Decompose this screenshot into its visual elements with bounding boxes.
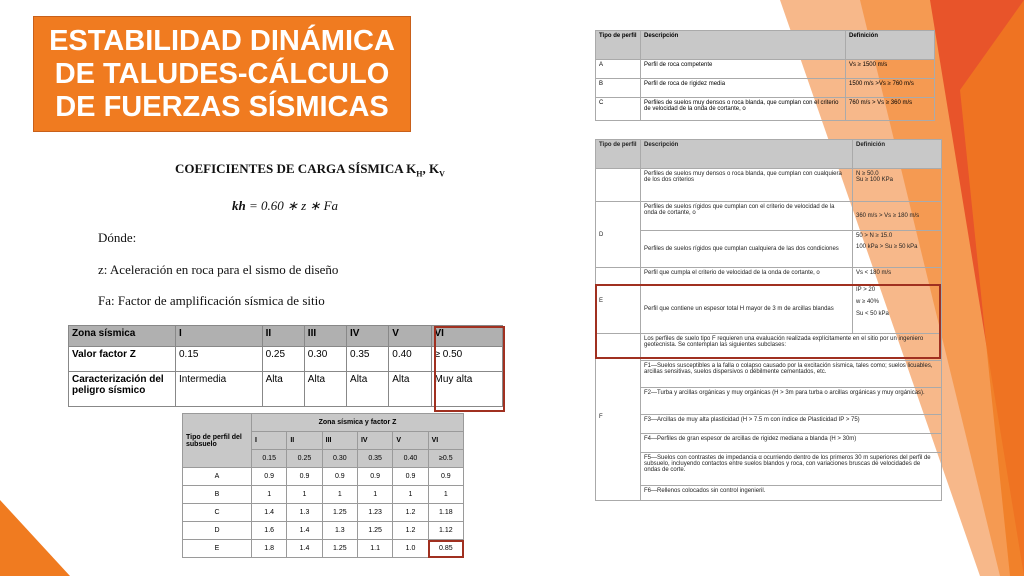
table-cell: Alta	[347, 372, 389, 407]
table-cell: E	[183, 540, 252, 558]
profile-table-top	[595, 30, 935, 121]
table-row	[596, 140, 942, 169]
table-cell: 0.40	[389, 347, 431, 372]
table-cell: E	[596, 268, 641, 334]
cell-line: Su < 50 kPa	[856, 311, 889, 317]
table-cell: 360 m/s > Vs ≥ 180 m/s	[853, 202, 942, 231]
table-cell: 0.9	[357, 468, 392, 486]
table-cell: F3—Arcillas de muy alta plasticidad (H > 7.5 m con índice de Plasticidad IP > 75)	[641, 415, 942, 434]
table-row	[596, 434, 942, 453]
table-cell: A	[596, 60, 641, 79]
table-cell: 1.3	[322, 522, 357, 540]
formula	[232, 198, 338, 214]
fa-table	[182, 413, 464, 558]
table-cell: 0.30	[304, 347, 346, 372]
table-cell: Vs < 180 m/s	[853, 268, 942, 285]
table-row	[596, 388, 942, 415]
table-cell: 1.6	[252, 522, 287, 540]
table-row	[596, 98, 935, 121]
table-cell: Perfil que contiene un espesor total H mayor de 3 m de arcillas blandas	[641, 285, 853, 334]
table-cell	[853, 231, 942, 268]
table-row	[183, 522, 464, 540]
table-cell: 1.25	[322, 540, 357, 558]
table-cell: II	[287, 432, 322, 450]
table-cell: 1	[252, 486, 287, 504]
table-row	[596, 268, 942, 285]
coef-heading-main: COEFICIENTES DE CARGA SÍSMICA K	[175, 161, 417, 176]
table-cell: 0.9	[322, 468, 357, 486]
cell-line: 100 kPa > Su ≥ 50 kPa	[856, 244, 918, 250]
formula-rhs: = 0.60 ∗ z ∗ Fa	[245, 198, 339, 213]
profile-e-highlight	[595, 284, 941, 359]
table-cell: D	[183, 522, 252, 540]
table-cell: 1500 m/s >Vs ≥ 760 m/s	[846, 79, 935, 98]
table-cell: F4—Perfiles de gran espesor de arcillas de rigidez mediana a blanda (H > 30m)	[641, 434, 942, 453]
fa-definition: Fa: Factor de amplificación sísmica de sitio	[98, 293, 325, 308]
table-cell: III	[304, 326, 346, 347]
table-cell	[853, 169, 942, 202]
table-cell	[596, 169, 641, 202]
cell-line: 50 > N ≥ 15.0	[856, 233, 893, 239]
table-cell: 1	[393, 486, 428, 504]
table-cell: IV	[357, 432, 392, 450]
formula-lhs: kh	[232, 198, 246, 213]
table-cell: 1.2	[393, 504, 428, 522]
donde-label: Dónde:	[98, 230, 137, 245]
table-cell: VI	[431, 326, 503, 347]
table-cell: Zona sísmica	[69, 326, 176, 347]
table-cell: Tipo de perfil	[596, 31, 641, 60]
table-cell: D	[596, 202, 641, 268]
table-cell: 0.9	[393, 468, 428, 486]
table-row	[183, 414, 464, 432]
table-cell: ≥ 0.50	[431, 347, 503, 372]
table-cell: 1.23	[357, 504, 392, 522]
table-cell: Perfil que cumpla el criterio de velocidad de la onda de cortante, o	[641, 268, 853, 285]
cell-line: IP > 20	[856, 287, 876, 293]
table-cell: Perfil de roca competente	[641, 60, 846, 79]
table-cell: F5—Suelos con contrastes de impedancia α ocurriendo dentro de los primeros 30 m superiores del perfil de subsuelo, incluyendo contactos entre suelos blandos y roca, con variaciones bruscas de velocidades de ondas de corte.	[641, 453, 942, 486]
coef-sub-h: H	[416, 169, 423, 179]
table-cell: 1.4	[287, 522, 322, 540]
table-cell: 1.25	[322, 504, 357, 522]
table-cell: 0.9	[252, 468, 287, 486]
table-cell: 0.35	[347, 347, 389, 372]
table-cell: 760 m/s > Vs ≥ 360 m/s	[846, 98, 935, 121]
table-cell: 0.9	[428, 468, 463, 486]
table-cell: F6—Rellenos colocados sin control ingenieril.	[641, 486, 942, 501]
fa-e-vi-highlight-cell: 0.85	[428, 540, 463, 558]
table-cell: Alta	[304, 372, 346, 407]
table-row	[596, 79, 935, 98]
table-cell: Caracterización del peligro sísmico	[69, 372, 176, 407]
table-cell: 1.12	[428, 522, 463, 540]
table-cell: B	[183, 486, 252, 504]
table-cell: I	[252, 432, 287, 450]
table-cell: Zona sísmica y factor Z	[252, 414, 464, 432]
table-cell: 0.40	[393, 450, 428, 468]
table-cell: Alta	[389, 372, 431, 407]
table-row	[183, 540, 464, 558]
table-cell: 1.4	[287, 540, 322, 558]
table-cell: Perfiles de suelos muy densos o roca blanda, que cumplan con el criterio de velocidad de la onda de cortante, o	[641, 98, 846, 121]
table-cell: B	[596, 79, 641, 98]
table-cell: Definición	[853, 140, 942, 169]
table-cell: F1—Suelos susceptibles a la falla o colapso causado por la excitación sísmica, tales como; suelos licuables, arcillas sensitivas, suelos dispersivos o débilmente cementados, etc.	[641, 361, 942, 388]
table-cell: Descripción	[641, 140, 853, 169]
table-row	[596, 415, 942, 434]
table-cell: 1.4	[252, 504, 287, 522]
table-cell: 0.15	[252, 450, 287, 468]
table-cell: 0.25	[287, 450, 322, 468]
table-cell: Tipo de perfil del subsuelo	[183, 414, 252, 468]
table-cell: C	[596, 98, 641, 121]
table-cell: Los perfiles de suelo tipo F requieren una evaluación realizada explícitamente en el sitio por un ingeniero geotecnista. Se contemplan las siguientes subclases:	[641, 334, 942, 361]
coef-sub-v: V	[439, 169, 445, 179]
table-row	[596, 231, 942, 268]
table-row	[183, 468, 464, 486]
table-row	[596, 486, 942, 501]
table-cell: 1.2	[393, 522, 428, 540]
table-cell: F	[596, 334, 641, 501]
table-cell: Valor factor Z	[69, 347, 176, 372]
coef-heading	[175, 161, 445, 179]
table-row	[596, 453, 942, 486]
table-cell: 1.8	[252, 540, 287, 558]
zone-vi-highlight	[434, 326, 505, 412]
table-cell: 1.18	[428, 504, 463, 522]
table-row	[183, 486, 464, 504]
table-cell: Muy alta	[431, 372, 503, 407]
page-title: ESTABILIDAD DINÁMICA DE TALUDES-CÁLCULO DE FUERZAS SÍSMICAS	[49, 24, 395, 123]
table-row	[596, 31, 935, 60]
table-cell: 0.30	[322, 450, 357, 468]
table-cell: VI	[428, 432, 463, 450]
table-cell: III	[322, 432, 357, 450]
table-cell: Alta	[262, 372, 304, 407]
table-row	[183, 504, 464, 522]
cell-line: w ≥ 40%	[856, 299, 879, 305]
table-cell: Tipo de perfil	[596, 140, 641, 169]
table-cell: V	[393, 432, 428, 450]
cell-line: Su ≥ 100 KPa	[856, 177, 893, 183]
table-cell: 1	[357, 486, 392, 504]
table-cell: 1.3	[287, 504, 322, 522]
table-cell: 0.9	[287, 468, 322, 486]
table-cell: 1	[428, 486, 463, 504]
table-cell: 1.25	[357, 522, 392, 540]
table-cell: Definición	[846, 31, 935, 60]
table-cell: C	[183, 504, 252, 522]
table-row	[596, 169, 942, 202]
table-row	[596, 361, 942, 388]
table-cell: ≥0.5	[428, 450, 463, 468]
table-cell: V	[389, 326, 431, 347]
table-cell: A	[183, 468, 252, 486]
coef-heading-sep: , K	[422, 161, 440, 176]
title-box	[33, 16, 411, 132]
table-row	[596, 60, 935, 79]
table-cell: 1	[322, 486, 357, 504]
table-cell: Intermedia	[176, 372, 263, 407]
table-cell: Perfil de roca de rigidez media	[641, 79, 846, 98]
z-definition: z: Aceleración en roca para el sismo de diseño	[98, 262, 339, 277]
table-cell: Perfiles de suelos rígidos que cumplan con el criterio de velocidad de la onda de cortante, o	[641, 202, 853, 231]
table-cell: I	[176, 326, 263, 347]
table-cell: II	[262, 326, 304, 347]
table-cell: 1.0	[393, 540, 428, 558]
table-cell: IV	[347, 326, 389, 347]
table-cell: 0.25	[262, 347, 304, 372]
table-cell: Perfiles de suelos muy densos o roca blanda, que cumplan con cualquiera de los dos criterios	[641, 169, 853, 202]
table-cell: 0.15	[176, 347, 263, 372]
table-cell: F2—Turba y arcillas orgánicas y muy orgánicas (H > 3m para turba o arcillas orgánicas y muy orgánicas).	[641, 388, 942, 415]
cell-line: N ≥ 50.0	[856, 171, 879, 177]
table-cell: Vs ≥ 1500 m/s	[846, 60, 935, 79]
table-cell: Descripción	[641, 31, 846, 60]
table-cell: Perfiles de suelos rígidos que cumplan cualquiera de las dos condiciones	[641, 231, 853, 268]
table-cell: 1.1	[357, 540, 392, 558]
table-cell: 1	[287, 486, 322, 504]
table-row	[596, 202, 942, 231]
table-cell: 0.35	[357, 450, 392, 468]
